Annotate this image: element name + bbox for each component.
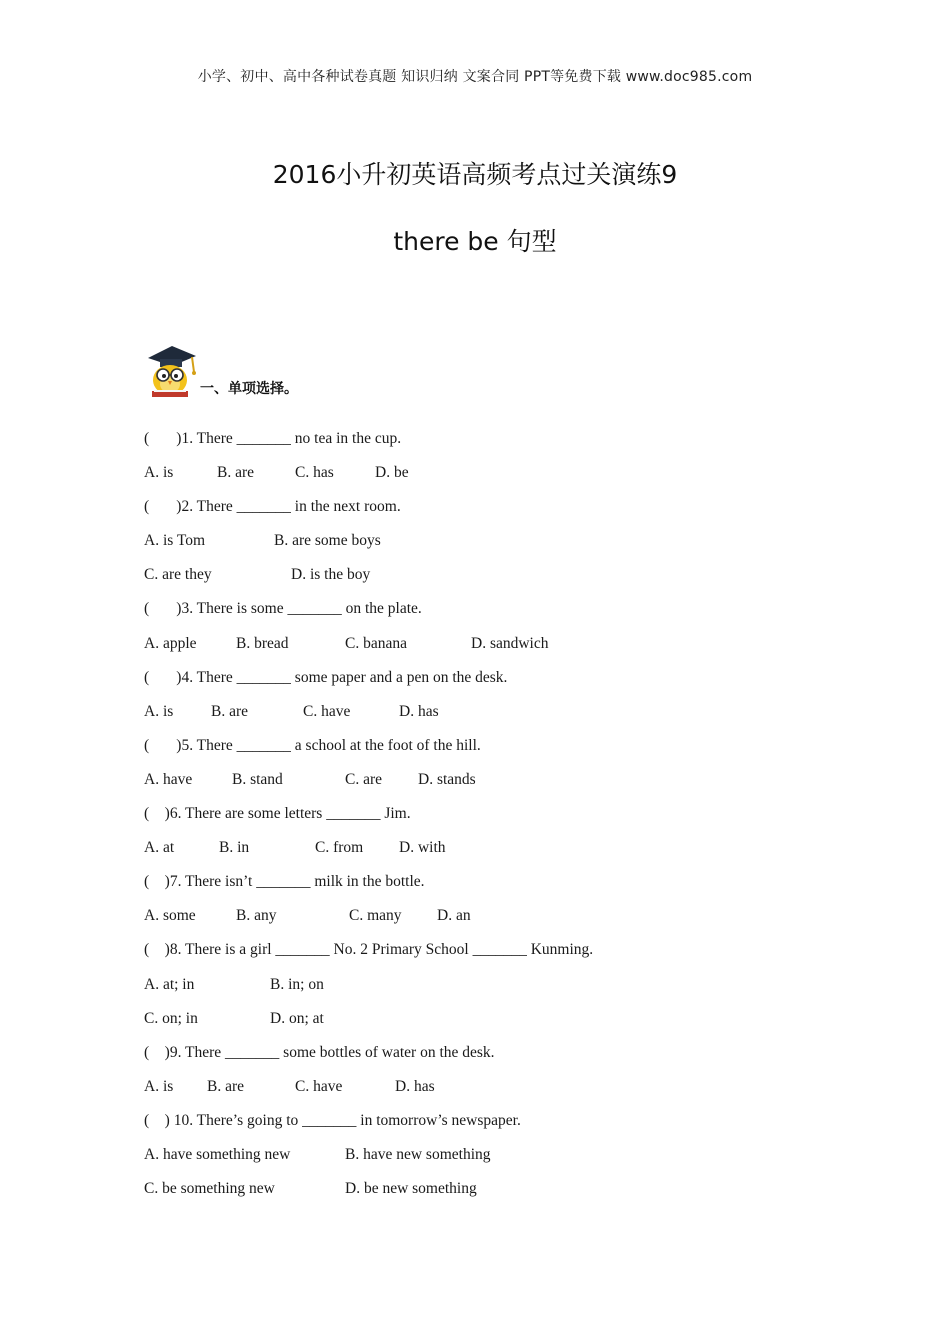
option-row [144, 834, 844, 868]
page-title: 2016小升初英语高频考点过关演练9 [272, 160, 678, 189]
owl-scholar-icon [142, 342, 198, 400]
option-b[interactable]: B. are [217, 464, 255, 482]
option-a[interactable]: A. at [144, 839, 175, 857]
option-b[interactable]: B. bread [236, 634, 289, 652]
question-list [144, 425, 844, 1209]
option-a[interactable]: A. apple [144, 634, 197, 652]
page-header: 小学、初中、高中各种试卷真题 知识归纳 文案合同 PPT等免费下载 www.doc985.com [197, 69, 753, 85]
option-a[interactable]: A. is [144, 702, 174, 720]
option-row [144, 766, 844, 800]
option-c[interactable]: C. have [295, 1077, 343, 1095]
option-b[interactable]: B. are [207, 1077, 245, 1095]
option-b[interactable]: B. are [211, 702, 249, 720]
option-b[interactable]: B. are some boys [274, 532, 381, 550]
option-a[interactable]: A. is [144, 1077, 174, 1095]
option-b[interactable]: B. any [236, 907, 277, 925]
option-row [144, 561, 844, 595]
option-a[interactable]: A. at; in [144, 975, 195, 993]
question-stem: ( )9. There _______ some bottles of water on the desk. [144, 1043, 495, 1061]
option-c[interactable]: C. have [303, 702, 351, 720]
option-row [144, 698, 844, 732]
option-row [144, 459, 844, 493]
option-d[interactable]: D. sandwich [471, 634, 549, 652]
option-d[interactable]: D. has [399, 702, 439, 720]
option-row [144, 1005, 844, 1039]
option-c[interactable]: C. on; in [144, 1009, 198, 1027]
option-a[interactable]: A. is [144, 464, 174, 482]
option-b[interactable]: B. in [219, 839, 250, 857]
option-a[interactable]: A. have [144, 770, 193, 788]
question-stem: ( )3. There is some _______ on the plate. [144, 600, 422, 618]
option-a[interactable]: A. have something new [144, 1145, 291, 1163]
page-subtitle: there be 句型 [393, 227, 557, 256]
option-d[interactable]: D. is the boy [291, 566, 371, 584]
option-row [144, 630, 844, 664]
question-stem: ( )4. There _______ some paper and a pen on the desk. [144, 668, 508, 686]
option-d[interactable]: D. on; at [270, 1009, 324, 1027]
option-d[interactable]: D. be [375, 464, 409, 482]
option-b[interactable]: B. in; on [270, 975, 324, 993]
question-stem: ( )7. There isn’t _______ milk in the bottle. [144, 873, 425, 891]
option-row [144, 902, 844, 936]
option-d[interactable]: D. has [395, 1077, 435, 1095]
option-row [144, 971, 844, 1005]
option-d[interactable]: D. stands [418, 770, 476, 788]
option-a[interactable]: A. is Tom [144, 532, 206, 550]
option-b[interactable]: B. have new something [345, 1145, 491, 1163]
option-c[interactable]: C. are they [144, 566, 212, 584]
option-d[interactable]: D. be new something [345, 1180, 477, 1198]
option-row [144, 1175, 844, 1209]
option-row [144, 1073, 844, 1107]
option-c[interactable]: C. from [315, 839, 364, 857]
question-stem: ( )5. There _______ a school at the foot of the hill. [144, 736, 481, 754]
option-c[interactable]: C. many [349, 907, 402, 925]
option-c[interactable]: C. be something new [144, 1180, 275, 1198]
option-a[interactable]: A. some [144, 907, 196, 925]
option-c[interactable]: C. are [345, 770, 383, 788]
option-b[interactable]: B. stand [232, 770, 283, 788]
question-stem: ( ) 10. There’s going to _______ in tomorrow’s newspaper. [144, 1111, 521, 1129]
section-title: 一、单项选择。 [200, 381, 298, 397]
option-c[interactable]: C. has [295, 464, 334, 482]
option-c[interactable]: C. banana [345, 634, 407, 652]
section-heading-row [142, 340, 298, 400]
option-d[interactable]: D. an [437, 907, 471, 925]
question-stem: ( )6. There are some letters _______ Jim. [144, 805, 411, 823]
question-stem: ( )1. There _______ no tea in the cup. [144, 430, 402, 447]
question-stem: ( )8. There is a girl _______ No. 2 Primary School _______ Kunming. [144, 941, 594, 959]
option-row [144, 1141, 844, 1175]
option-d[interactable]: D. with [399, 839, 446, 857]
option-row [144, 527, 844, 561]
question-stem: ( )2. There _______ in the next room. [144, 498, 401, 516]
